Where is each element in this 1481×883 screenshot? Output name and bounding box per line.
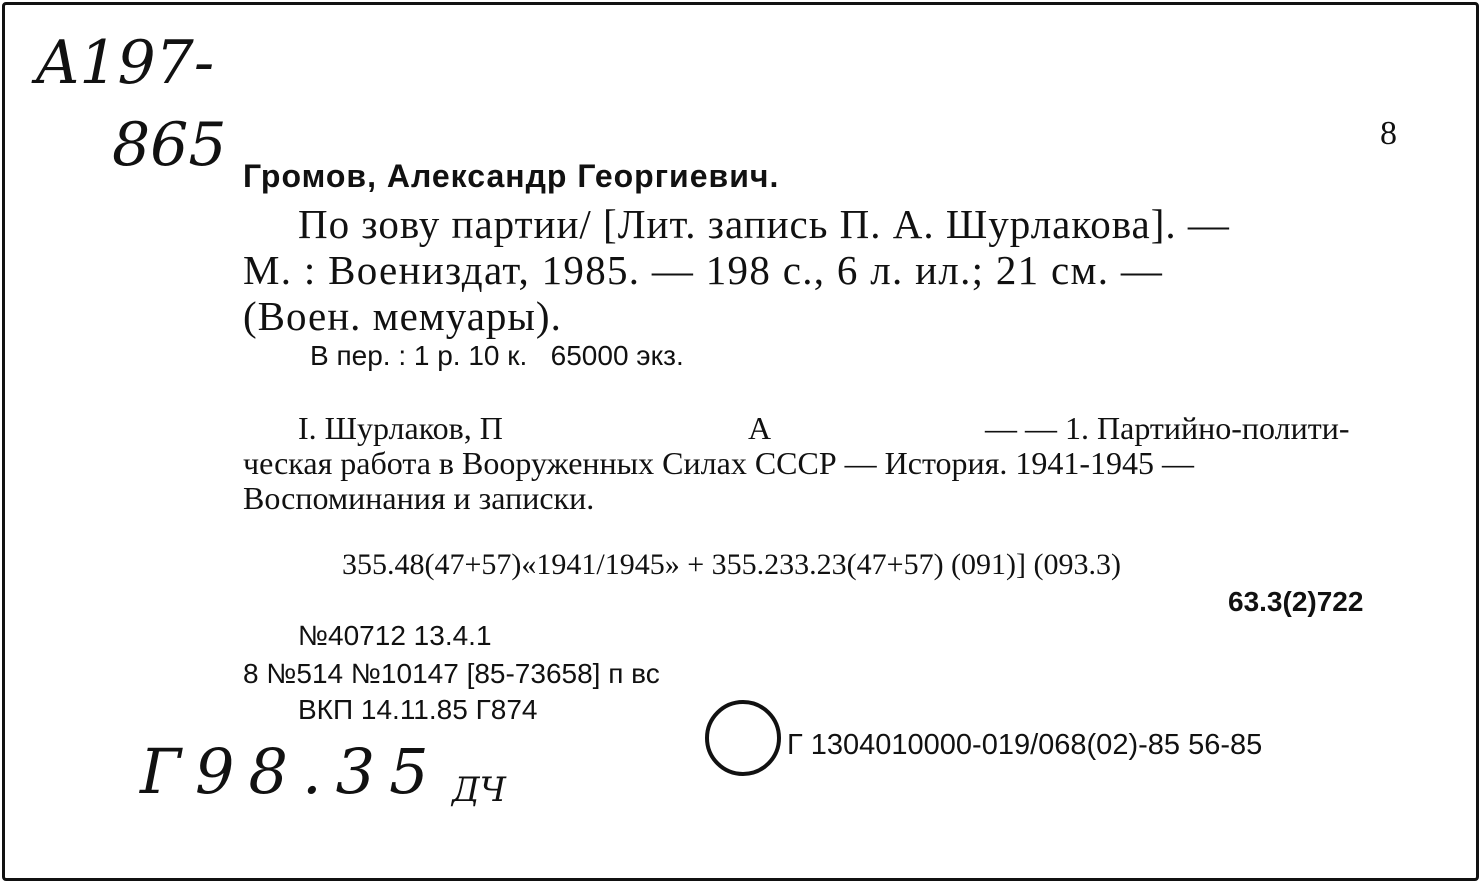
title-line-3: (Воен. мемуары). [243,293,562,339]
circle-mark-icon [705,700,781,776]
bbk-index: 63.3(2)722 [1228,586,1364,617]
tracing-line-1-mid: А [748,410,772,446]
handwritten-call-number-bottom: 865 [112,110,227,180]
handwritten-shelf-mark-suffix: ДЧ [452,770,506,810]
tracing-line-1-left: I. Шурлаков, П [298,410,503,446]
udc-index: 355.48(47+57)«1941/1945» + 355.233.23(47+57) (091)] (093.3) [342,548,1122,581]
price-line: В пер. : 1 р. 10 к. 65000 экз. [310,340,684,371]
tracing-line-2: ческая работа в Вооруженных Силах СССР — История. 1941-1945 — [243,445,1195,481]
title-line-1: По зову партии/ [Лит. запись П. А. Шурлакова]. — [298,201,1230,247]
handwritten-call-number-top: A197- [36,28,215,98]
print-info-line-1: №40712 13.4.1 [298,620,492,651]
index-code: Г 1304010000-019/068(02)-85 56-85 [787,729,1263,761]
author-heading: Громов, Александр Георгиевич. [243,158,780,194]
title-line-2: М. : Воениздат, 1985. — 198 с., 6 л. ил.; 21 см. — [243,247,1164,293]
print-info-line-2: 8 №514 №10147 [85-73658] п вс [243,658,660,689]
tracing-line-3: Воспоминания и записки. [243,480,595,516]
handwritten-shelf-mark: Г98.35 [140,735,443,808]
print-info-line-3: ВКП 14.11.85 Г874 [298,694,538,725]
tracing-line-1-right: — — 1. Партийно-полити- [985,410,1350,446]
card-number: 8 [1380,115,1397,152]
